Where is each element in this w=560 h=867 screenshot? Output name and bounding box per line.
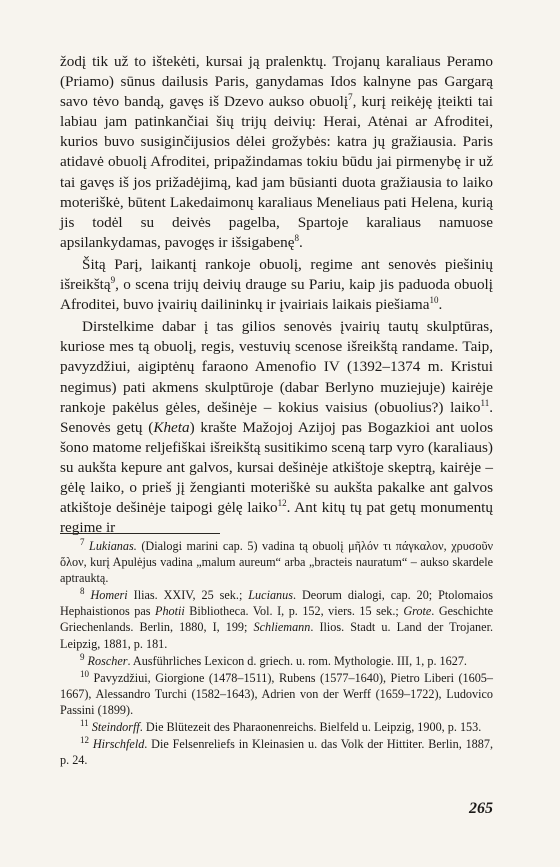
footnote-12-text: . Die Felsenreliefs in Kleinasien u. das Volk der Hittiter. Berlin, 1887, p. 24.: [60, 737, 493, 768]
footnote-separator: [60, 533, 220, 534]
paragraph-1-text-c: .: [299, 233, 303, 251]
footnote-8-author-1: Homeri: [90, 588, 128, 603]
footnote-8-text-e: . Ilios. Stadt u. Land der Trojaner. Leipzig, 1881, p. 181.: [60, 620, 493, 651]
footnote-8: [60, 587, 493, 651]
footnote-7-text: (Dialogi marini cap. 5) vadina tą obuolį μῆλόν τι πάγκαλον, χρυσοῦν ὅλον, kurį Apulėjus vadina „malum aureum“ arba „bracteis nauratum“ – aukso skardele aptrauktą.: [60, 539, 493, 586]
footnote-12: [60, 736, 493, 768]
footnote-8-author-5: Schliemann: [253, 620, 311, 635]
footnote-9-author: Roscher: [87, 653, 128, 668]
footnote-12-author: Hirschfeld: [92, 737, 145, 752]
paragraph-1-text-b: , kurį reikėję įteikti tai labiau jam patinkančiai šių trijų deivių: Herai, Atėnai ar Afroditei, kurios buvo susiginčijusios dėlei grožybės: katra jų gražiausia. Paris atidavė obuolį Afroditei, pripažindamas tokiu būdu jai pirmenybę ir už tai gavęs iš jos prižadėjimą, kad jam būsianti duota gražiausia to laiko moteriškė, būtent Lakedaimonų karaliaus Meneliaus pati Helena, kurią jis todėl su deivės pagelba, Spartoje karaliaus namuose apsilankydamas, pavogęs ir išsigabenę: [60, 93, 494, 251]
footnote-8-number: 8: [80, 586, 85, 597]
footnote-7-author: Lukianas.: [89, 539, 137, 553]
main-text: [60, 52, 493, 538]
paragraph-3: [60, 317, 493, 538]
footnote-9: [60, 653, 493, 669]
footnote-ref-12: 12: [277, 498, 287, 508]
paragraph-3-text-d: . Ant kitų tų pat getų monumentų regime ir: [60, 499, 493, 537]
paragraph-2-text-c: .: [438, 296, 443, 314]
footnote-11-number: 11: [80, 717, 89, 728]
footnote-8-text-c: Bibliotheca. Vol. I, p. 152, viers. 15 sek.;: [184, 604, 404, 619]
footnote-8-text-d: . Geschichte Griechenlands. Berlin, 1880, I, 199;: [60, 604, 493, 635]
footnote-ref-10: 10: [429, 295, 439, 306]
footnote-10-text: Pavyzdžiui, Giorgione (1478–1511), Rubens (1577–1640), Pietro Liberi (1605–1667), Alessandro Turchi (1582–1643), Adrien von der Werff (1659–1722), Ludovico Passini (1899).: [60, 670, 493, 717]
footnote-10-number: 10: [80, 668, 89, 679]
paragraph-3-text-b: . Senovės getų (: [60, 398, 493, 436]
footnote-9-text: . Ausführliches Lexicon d. griech. u. rom. Mythologie. III, 1, p. 1627.: [127, 653, 467, 668]
footnotes: [60, 538, 493, 768]
footnote-8-text-b: . Deorum dialogi, cap. 20; Ptolomaios Hephaistionos pas: [60, 588, 493, 619]
footnote-ref-8: 8: [294, 232, 300, 243]
footnote-8-author-4: Grote: [403, 604, 432, 619]
footnote-ref-11: 11: [480, 397, 490, 408]
paragraph-3-text-a: Dirstelkime dabar į tas gilios senovės įvairių tautų skulptūras, kuriose mes tą obuolį, regis, vestuvių scenose išreikštą randame. Taip, pavyzdžiui, aigiptėnų faraono Amenofio IV (1392–1374 m. Kristui negimus) pati akmens skulptūroje (dabar Berlyno muziejuje) kairėje rankoje pakėlus gėles, dešinėje – kokius vaisius (obuolius?) laiko: [60, 318, 493, 416]
paragraph-3-emphasis: Kheta: [153, 418, 190, 436]
paragraph-2-text-a: Šitą Parį, laikantį rankoje obuolį, regime ant senovės piešinių išreikštą: [60, 255, 493, 294]
page-number: 265: [469, 800, 493, 817]
paragraph-1-text-a: žodį tik už to ištekėti, kursai ją pralenktų. Trojanų karaliaus Peramo (Priamo) sūnus dailusis Paris, ganydamas Idos kalnyne pas Gargarą savo tėvo bandą, gavęs iš Dzevo aukso obuolį: [60, 53, 493, 111]
footnote-10: [60, 670, 493, 718]
footnote-11-text: . Die Blütezeit des Pharaonenreichs. Bielfeld u. Leipzig, 1900, p. 153.: [139, 720, 482, 735]
footnote-7: [60, 538, 493, 586]
paragraph-2: [60, 255, 493, 315]
footnote-11-author: Steindorff: [91, 720, 140, 735]
footnote-8-author-2: Lucianus: [248, 588, 293, 603]
paragraph-1: [60, 52, 493, 253]
footnote-7-number: 7: [80, 536, 85, 547]
footnote-8-author-3: Photii: [155, 604, 185, 619]
paragraph-3-text-c: ) krašte Mažojoj Azijoj pas Bogazkioi ant uolos šono matome reljefiškai išreikštą susitikimo sceną tarp vyro (karaliaus) su aukšta kepure ant galvos, kursai dešinėje atkištoje skeptrą, kairėje – gėlę laiko, o prieš jį žengianti moteriškė su aukšta pakalke ant galvos atkištoje dešinėje taipogi gėlę laiko: [60, 418, 493, 517]
footnote-ref-7: 7: [348, 92, 353, 103]
footnote-11: [60, 719, 493, 735]
footnote-ref-9: 9: [110, 274, 116, 285]
footnote-12-number: 12: [80, 735, 89, 746]
footnote-9-number: 9: [80, 651, 85, 662]
footnote-8-text-a: Ilias. XXIV, 25 sek.;: [127, 588, 249, 603]
paragraph-2-text-b: , o scena trijų deivių drauge su Pariu, kaip jis paduoda obuolį Afroditei, buvo įvairių dailininkų ir įvairiais laikais piešiama: [60, 276, 493, 314]
